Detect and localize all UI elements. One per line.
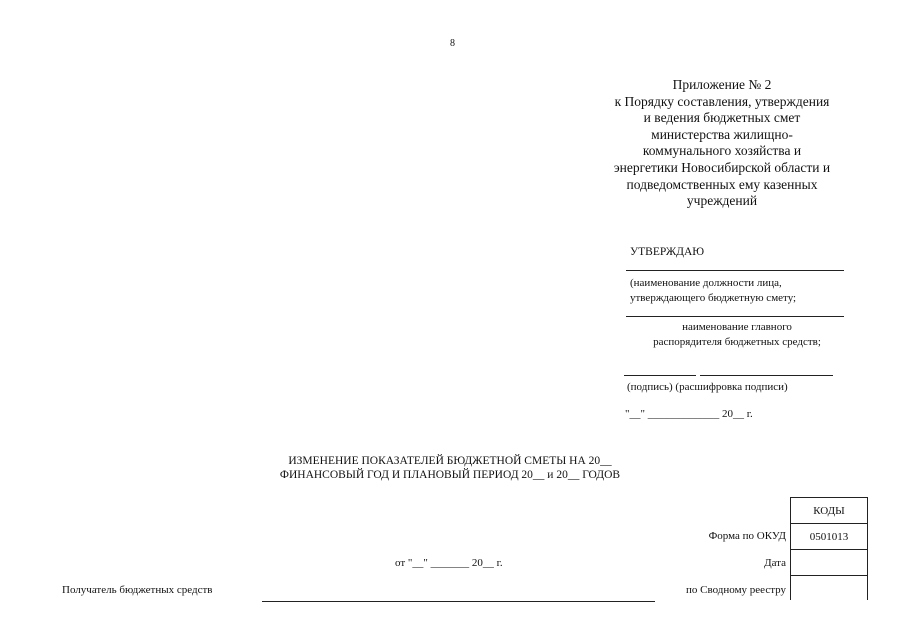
document-title-line: ИЗМЕНЕНИЕ ПОКАЗАТЕЛЕЙ БЮДЖЕТНОЙ СМЕТЫ НА 20__ (288, 455, 612, 467)
position-hint-line: (наименование должности лица, (630, 277, 782, 289)
position-hint-line: утверждающего бюджетную смету; (630, 292, 797, 304)
appendix-line: энергетики Новосибирской области и (613, 159, 831, 175)
page-number: 8 (450, 38, 455, 49)
recipient-label: Получатель бюджетных средств (62, 584, 213, 596)
appendix-line: и ведения бюджетных смет (643, 110, 801, 126)
appendix-line: Приложение № 2 (672, 77, 772, 92)
codes-table (790, 497, 868, 600)
position-hint (630, 276, 850, 306)
appendix-block (596, 77, 848, 210)
okud-label: Форма по ОКУД (708, 530, 786, 542)
document-title-line: ФИНАНСОВЫЙ ГОД И ПЛАНОВЫЙ ПЕРИОД 20__ и 20__ ГОДОВ (279, 468, 621, 481)
date-label: Дата (764, 557, 786, 569)
appendix-line: министерства жилищно- (651, 126, 793, 142)
distributor-hint (622, 320, 852, 350)
okud-code-cell: 0501013 (791, 524, 868, 550)
distributor-hint-line: наименование главного (682, 321, 792, 333)
appendix-line: к Порядку составления, утверждения (614, 93, 830, 109)
from-date: от "__" _______ 20__ г. (395, 557, 503, 569)
position-line (626, 270, 844, 271)
date-code-cell (791, 550, 868, 576)
approval-date: "__" _____________ 20__ г. (625, 408, 753, 420)
appendix-line: учреждений (686, 193, 758, 209)
appendix-line: подведомственных ему казенных (626, 176, 818, 192)
distributor-hint-line: распорядителя бюджетных средств; (653, 336, 821, 348)
recipient-line (262, 601, 655, 602)
signature-line (624, 375, 696, 376)
signature-hint: (подпись) (расшифровка подписи) (627, 381, 788, 393)
signature-decoding-line (700, 375, 833, 376)
codes-header: КОДЫ (791, 498, 868, 524)
document-title (200, 455, 700, 482)
appendix-line: коммунального хозяйства и (642, 143, 802, 159)
registry-code-cell (791, 576, 868, 601)
approval-title: УТВЕРЖДАЮ (630, 246, 705, 258)
distributor-line (626, 316, 844, 317)
registry-label: по Сводному реестру (686, 584, 786, 596)
